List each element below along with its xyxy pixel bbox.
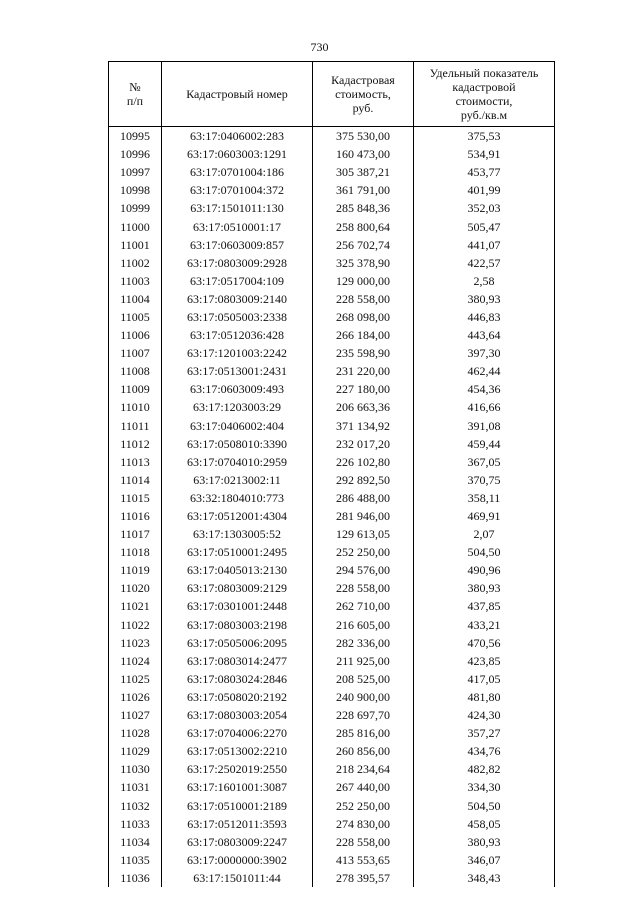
specific-value: 423,85 — [414, 652, 555, 670]
row-index: 11013 — [109, 453, 162, 471]
cadastral-number: 63:17:0000000:3902 — [162, 851, 313, 869]
table-row — [109, 417, 555, 435]
cadastral-number: 63:17:0704006:2270 — [162, 724, 313, 742]
table-row — [109, 181, 555, 199]
cadastral-value: 252 250,00 — [313, 796, 414, 814]
specific-value: 346,07 — [414, 851, 555, 869]
table-row — [109, 616, 555, 634]
cadastral-value: 262 710,00 — [313, 597, 414, 615]
cadastral-value: 232 017,20 — [313, 435, 414, 453]
cadastral-value: 286 488,00 — [313, 489, 414, 507]
row-index: 10998 — [109, 181, 162, 199]
specific-value: 380,93 — [414, 579, 555, 597]
cadastral-value: 375 530,00 — [313, 127, 414, 146]
row-index: 11006 — [109, 326, 162, 344]
table-row — [109, 326, 555, 344]
specific-value: 458,05 — [414, 815, 555, 833]
cadastral-value: 413 553,65 — [313, 851, 414, 869]
cadastral-number: 63:17:0510001:17 — [162, 217, 313, 235]
cadastral-number: 63:17:0803009:2928 — [162, 254, 313, 272]
header-line: кадастровой — [452, 80, 516, 94]
cadastral-value: 258 800,64 — [313, 217, 414, 235]
cadastral-number: 63:17:0513002:2210 — [162, 742, 313, 760]
cadastral-value: 228 558,00 — [313, 579, 414, 597]
cadastral-number: 63:17:0406002:404 — [162, 417, 313, 435]
cadastral-number: 63:17:0508020:2192 — [162, 688, 313, 706]
row-index: 11005 — [109, 308, 162, 326]
row-index: 11014 — [109, 471, 162, 489]
specific-value: 462,44 — [414, 362, 555, 380]
header-line: № — [129, 80, 141, 94]
row-index: 11032 — [109, 796, 162, 814]
row-index: 11023 — [109, 634, 162, 652]
table-row — [109, 398, 555, 416]
row-index: 10999 — [109, 199, 162, 217]
cadastral-number: 63:17:0701004:186 — [162, 163, 313, 181]
specific-value: 380,93 — [414, 833, 555, 851]
cadastral-number: 63:17:0803014:2477 — [162, 652, 313, 670]
table-row — [109, 489, 555, 507]
cadastral-number: 63:17:0803009:2129 — [162, 579, 313, 597]
row-index: 11033 — [109, 815, 162, 833]
table-row — [109, 272, 555, 290]
cadastral-number: 63:17:0603003:1291 — [162, 145, 313, 163]
row-index: 11035 — [109, 851, 162, 869]
row-index: 11007 — [109, 344, 162, 362]
header-cadastral-number — [162, 62, 313, 127]
cadastral-number: 63:17:0603009:857 — [162, 236, 313, 254]
table-row — [109, 778, 555, 796]
specific-value: 370,75 — [414, 471, 555, 489]
row-index: 11021 — [109, 597, 162, 615]
cadastral-value: 325 378,90 — [313, 254, 414, 272]
specific-value: 367,05 — [414, 453, 555, 471]
cadastral-value: 274 830,00 — [313, 815, 414, 833]
cadastral-value: 216 605,00 — [313, 616, 414, 634]
table-row — [109, 163, 555, 181]
cadastral-value: 292 892,50 — [313, 471, 414, 489]
specific-value: 437,85 — [414, 597, 555, 615]
row-index: 11009 — [109, 380, 162, 398]
cadastral-number: 63:17:0512001:4304 — [162, 507, 313, 525]
cadastral-number: 63:17:0803009:2247 — [162, 833, 313, 851]
cadastral-value: 206 663,36 — [313, 398, 414, 416]
cadastral-number: 63:17:0803009:2140 — [162, 290, 313, 308]
cadastral-number: 63:17:0301001:2448 — [162, 597, 313, 615]
row-index: 11029 — [109, 742, 162, 760]
row-index: 11019 — [109, 561, 162, 579]
table-row — [109, 561, 555, 579]
cadastral-value: 160 473,00 — [313, 145, 414, 163]
row-index: 11016 — [109, 507, 162, 525]
page-number: 730 — [310, 40, 329, 54]
table-row — [109, 869, 555, 887]
row-index: 11001 — [109, 236, 162, 254]
cadastral-value: 278 395,57 — [313, 869, 414, 887]
table-row — [109, 742, 555, 760]
cadastral-value: 371 134,92 — [313, 417, 414, 435]
row-index: 11027 — [109, 706, 162, 724]
specific-value: 334,30 — [414, 778, 555, 796]
table-row — [109, 796, 555, 814]
table-header — [109, 62, 555, 127]
cadastral-number: 63:17:0704010:2959 — [162, 453, 313, 471]
header-line: Кадастровая — [331, 73, 395, 87]
table-row — [109, 597, 555, 615]
cadastral-value: 129 000,00 — [313, 272, 414, 290]
table-row — [109, 760, 555, 778]
cadastral-number: 63:17:0603009:493 — [162, 380, 313, 398]
cadastral-value: 228 558,00 — [313, 833, 414, 851]
specific-value: 358,11 — [414, 489, 555, 507]
specific-value: 441,07 — [414, 236, 555, 254]
row-index: 11017 — [109, 525, 162, 543]
cadastral-number: 63:17:0513001:2431 — [162, 362, 313, 380]
cadastral-value: 260 856,00 — [313, 742, 414, 760]
cadastral-value: 211 925,00 — [313, 652, 414, 670]
table-row — [109, 362, 555, 380]
table-row — [109, 471, 555, 489]
row-index: 11000 — [109, 217, 162, 235]
table-row — [109, 145, 555, 163]
cadastral-value: 129 613,05 — [313, 525, 414, 543]
row-index: 10995 — [109, 127, 162, 146]
specific-value: 482,82 — [414, 760, 555, 778]
row-index: 11020 — [109, 579, 162, 597]
specific-value: 397,30 — [414, 344, 555, 362]
cadastral-value: 228 697,70 — [313, 706, 414, 724]
cadastral-value: 268 098,00 — [313, 308, 414, 326]
header-line: Кадастровый номер — [186, 87, 288, 101]
table-row — [109, 833, 555, 851]
specific-value: 446,83 — [414, 308, 555, 326]
cadastral-value: 218 234,64 — [313, 760, 414, 778]
specific-value: 459,44 — [414, 435, 555, 453]
specific-value: 490,96 — [414, 561, 555, 579]
cadastral-number: 63:17:0505003:2338 — [162, 308, 313, 326]
table-row — [109, 525, 555, 543]
table-row — [109, 706, 555, 724]
cadastral-table — [108, 61, 555, 887]
table-row — [109, 851, 555, 869]
specific-value: 424,30 — [414, 706, 555, 724]
cadastral-value: 227 180,00 — [313, 380, 414, 398]
cadastral-number: 63:17:1201003:2242 — [162, 344, 313, 362]
specific-value: 443,64 — [414, 326, 555, 344]
table-row — [109, 688, 555, 706]
row-index: 11028 — [109, 724, 162, 742]
row-index: 11022 — [109, 616, 162, 634]
cadastral-value: 231 220,00 — [313, 362, 414, 380]
row-index: 11015 — [109, 489, 162, 507]
header-line: стоимость, — [335, 87, 391, 101]
specific-value: 416,66 — [414, 398, 555, 416]
table-row — [109, 344, 555, 362]
cadastral-number: 63:17:2502019:2550 — [162, 760, 313, 778]
specific-value: 391,08 — [414, 417, 555, 435]
row-index: 10997 — [109, 163, 162, 181]
table-row — [109, 380, 555, 398]
header-specific-value — [414, 62, 555, 127]
row-index: 11036 — [109, 869, 162, 887]
cadastral-number: 63:17:0508010:3390 — [162, 435, 313, 453]
table-row — [109, 217, 555, 235]
cadastral-value: 361 791,00 — [313, 181, 414, 199]
cadastral-number: 63:17:0512011:3593 — [162, 815, 313, 833]
cadastral-number: 63:17:1501011:44 — [162, 869, 313, 887]
cadastral-number: 63:17:0512036:428 — [162, 326, 313, 344]
specific-value: 481,80 — [414, 688, 555, 706]
cadastral-number: 63:17:0803003:2054 — [162, 706, 313, 724]
row-index: 11018 — [109, 543, 162, 561]
table-row — [109, 724, 555, 742]
header-index — [109, 62, 162, 127]
cadastral-value: 281 946,00 — [313, 507, 414, 525]
table-row — [109, 290, 555, 308]
specific-value: 2,07 — [414, 525, 555, 543]
cadastral-value: 226 102,80 — [313, 453, 414, 471]
cadastral-number: 63:17:0405013:2130 — [162, 561, 313, 579]
cadastral-number: 63:17:0803024:2846 — [162, 670, 313, 688]
table-row — [109, 308, 555, 326]
header-cadastral-value — [313, 62, 414, 127]
specific-value: 401,99 — [414, 181, 555, 199]
cadastral-value: 235 598,90 — [313, 344, 414, 362]
row-index: 11031 — [109, 778, 162, 796]
specific-value: 453,77 — [414, 163, 555, 181]
cadastral-number: 63:17:1203003:29 — [162, 398, 313, 416]
row-index: 11026 — [109, 688, 162, 706]
specific-value: 505,47 — [414, 217, 555, 235]
row-index: 11012 — [109, 435, 162, 453]
row-index: 11010 — [109, 398, 162, 416]
cadastral-number: 63:32:1804010:773 — [162, 489, 313, 507]
header-line: руб./кв.м — [460, 108, 508, 122]
row-index: 11003 — [109, 272, 162, 290]
cadastral-number: 63:17:0517004:109 — [162, 272, 313, 290]
specific-value: 469,91 — [414, 507, 555, 525]
cadastral-value: 252 250,00 — [313, 543, 414, 561]
table-row — [109, 670, 555, 688]
specific-value: 534,91 — [414, 145, 555, 163]
cadastral-value: 267 440,00 — [313, 778, 414, 796]
row-index: 10996 — [109, 145, 162, 163]
specific-value: 504,50 — [414, 796, 555, 814]
table-row — [109, 236, 555, 254]
row-index: 11008 — [109, 362, 162, 380]
specific-value: 434,76 — [414, 742, 555, 760]
cadastral-value: 256 702,74 — [313, 236, 414, 254]
table-row — [109, 543, 555, 561]
cadastral-value: 240 900,00 — [313, 688, 414, 706]
table-row — [109, 652, 555, 670]
table-row — [109, 815, 555, 833]
cadastral-value: 294 576,00 — [313, 561, 414, 579]
row-index: 11004 — [109, 290, 162, 308]
specific-value: 380,93 — [414, 290, 555, 308]
cadastral-value: 208 525,00 — [313, 670, 414, 688]
specific-value: 2,58 — [414, 272, 555, 290]
cadastral-number: 63:17:0510001:2495 — [162, 543, 313, 561]
specific-value: 422,57 — [414, 254, 555, 272]
specific-value: 504,50 — [414, 543, 555, 561]
specific-value: 357,27 — [414, 724, 555, 742]
cadastral-number: 63:17:0803003:2198 — [162, 616, 313, 634]
specific-value: 348,43 — [414, 869, 555, 887]
row-index: 11002 — [109, 254, 162, 272]
header-line: руб. — [352, 101, 374, 115]
cadastral-number: 63:17:1501011:130 — [162, 199, 313, 217]
cadastral-number: 63:17:0510001:2189 — [162, 796, 313, 814]
specific-value: 470,56 — [414, 634, 555, 652]
specific-value: 417,05 — [414, 670, 555, 688]
table-body — [109, 127, 555, 887]
row-index: 11011 — [109, 417, 162, 435]
specific-value: 375,53 — [414, 127, 555, 146]
cadastral-number: 63:17:1601001:3087 — [162, 778, 313, 796]
cadastral-value: 266 184,00 — [313, 326, 414, 344]
cadastral-value: 228 558,00 — [313, 290, 414, 308]
table-row — [109, 254, 555, 272]
row-index: 11025 — [109, 670, 162, 688]
cadastral-number: 63:17:1303005:52 — [162, 525, 313, 543]
cadastral-value: 285 848,36 — [313, 199, 414, 217]
row-index: 11034 — [109, 833, 162, 851]
specific-value: 433,21 — [414, 616, 555, 634]
cadastral-value: 285 816,00 — [313, 724, 414, 742]
header-line: стоимости, — [455, 94, 513, 108]
cadastral-number: 63:17:0701004:372 — [162, 181, 313, 199]
header-line: Удельный показатель — [429, 66, 539, 80]
table-row — [109, 435, 555, 453]
cadastral-number: 63:17:0213002:11 — [162, 471, 313, 489]
row-index: 11024 — [109, 652, 162, 670]
specific-value: 454,36 — [414, 380, 555, 398]
table-row — [109, 634, 555, 652]
cadastral-value: 282 336,00 — [313, 634, 414, 652]
table-row — [109, 453, 555, 471]
row-index: 11030 — [109, 760, 162, 778]
cadastral-number: 63:17:0406002:283 — [162, 127, 313, 146]
specific-value: 352,03 — [414, 199, 555, 217]
header-line: п/п — [126, 94, 144, 108]
cadastral-number: 63:17:0505006:2095 — [162, 634, 313, 652]
table-row — [109, 199, 555, 217]
table-row — [109, 579, 555, 597]
table-row — [109, 507, 555, 525]
table-row — [109, 127, 555, 146]
cadastral-value: 305 387,21 — [313, 163, 414, 181]
